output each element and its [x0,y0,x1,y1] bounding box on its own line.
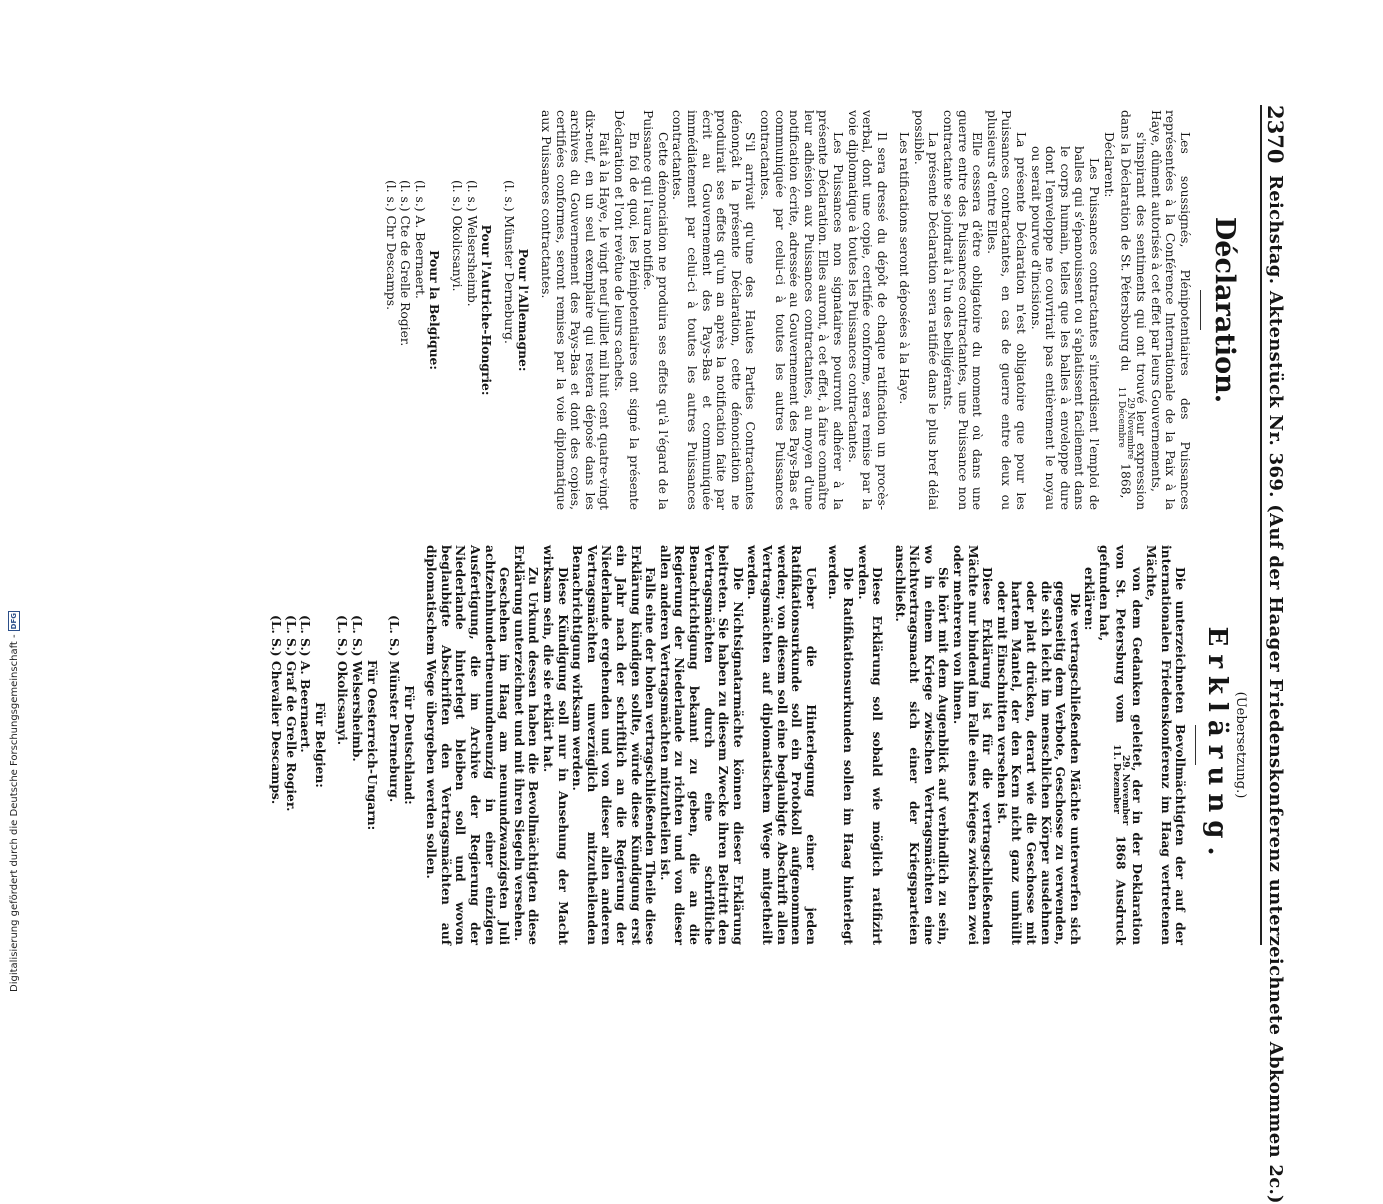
date-top: 29. November [1120,754,1131,826]
translation-note: (Uebersetzung.) [1233,691,1248,799]
french-declarent: Déclarent: [1101,132,1116,198]
signature-line: (L. S.) Chevalier Descamps. [268,615,284,805]
german-paragraph: Falls eine der hohen vertragschließenden Theile diese Erklärung kündigen sollte, würde diese Kündigung erst ein Jahr nach der schriftlich an die Regierung der Niederlande ergehenden und von dieser allen anderen Vertragsmächten unverzüglich mitzutheilenden Benachrichtigung wirksam werden. [570,545,659,945]
french-paragraph: S'il arrivait qu'une des Hautes Parties Contractantes dénonçât la présente Déclaration, cette dénonciation ne produirait ses effets qu'un an après la notification faite par écrit au Gouvernement des Pays-Bas et communiquée immédiatement par celui-ci à toutes les autres Puissances contractantes. [670,110,758,510]
german-column [268,545,1248,946]
signature-line: (l. s.) A. Beernaert. [412,180,427,299]
french-paragraph: Il sera dressé du dépôt de chaque ratification un procès-verbal, dont une copie, certifiée conforme, sera remise par la voie diplomatique à toutes les Puissances contractantes. [845,110,889,510]
signature-line: (l. s.) Chr Descamps. [383,180,398,311]
french-signatures [383,110,530,510]
running-title: Reichstag. Aktenstück Nr. 369. (Auf der Haager Friedenskonferenz unterzeichnete Abkommen 2c.) [1265,175,1286,1204]
french-paragraph: Les ratifications seront déposées à la Haye. [897,132,912,405]
french-date-fraction [1116,375,1134,459]
signature-line: (l. s.) Okolicsanyi. [450,180,465,292]
french-title: Déclaration. [1209,216,1240,404]
footer-credit [8,607,20,992]
french-paragraph: Cette dénonciation ne produira ses effets qu'à l'égard de la Puissance qui l'aura notifiée. [641,110,670,510]
dfg-logo-icon: DFG [10,613,18,630]
french-paragraph: En foi de quoi, les Plénipotentiaires ont signé la présente Déclaration et l'ont revêtue de leurs cachets. [612,110,641,510]
signature-heading: Für Deutschland: [401,685,417,805]
german-paragraph: Sie hört mit dem Augenblick auf verbindlich zu sein, wo in einem Kriege zwischen Vertragsmächten eine Nichtvertragsmacht sich einer der Kriegsparteien anschließt. [892,545,952,945]
french-paragraph: Les Puissances non signataires pourront adhérer à la présente Déclaration. Elles auront, à cet effet, à faire connaître leur adhésion aux Puissances contractantes, au moyen d'une notification écrite, adressée au Gouvernement des Pays-Bas et communiquée par celui-ci à toutes les autres Puissances contractantes. [757,110,845,510]
french-paragraph-text: s'inspirant des sentiments qui ont trouvé leur expression dans la Déclaration de St. Pétersbourg du [1118,110,1149,510]
german-erklaeren: erklären: [1082,567,1098,631]
german-paragraph: Die vertragschließenden Mächte unterwerfen sich gegenseitig dem Verbote, Geschosse zu verwenden, die sich leicht im menschlichen Körper ausdehnen oder platt drücken, derart wie die Geschosse mit hartem Mantel, der den Kern nicht ganz umhüllt oder mit Einschnitten versehen ist. [994,581,1083,945]
signature-line: (l. s.) Welsersheimb. [464,180,479,307]
french-paragraph [1116,110,1149,510]
german-paragraph: Diese Erklärung ist für die vertragschließenden Mächte nur bindend im Falle eines Krieges zwischen zwei oder mehreren von ihnen. [951,545,996,945]
german-paragraph: Diese Erklärung soll sobald wie möglich ratifizirt werden. [855,545,886,945]
signature-line: (L. S.) Welsersheimb. [349,615,365,762]
french-paragraph: La présente Déclaration n'est obligatoire que pour les Puissances contractantes, en cas de guerre entre deux ou plusieurs d'entre Elles. [984,110,1029,510]
german-signatures [268,545,415,945]
page-header [1260,105,1288,1204]
signature-heading: Für Oesterreich-Ungarn: [364,659,380,831]
signature-line: (l. s.) Cte de Grelle Rogier. [398,180,413,347]
signature-heading: Für Belgien: [312,702,328,788]
german-paragraph: Die Nichtsignatarmächte können dieser Erklärung beitreten. Sie haben zu diesem Zwecke ihren Beitritt den Vertragsmächten durch eine schriftliche Benachrichtigung bekannt zu geben, die an die Regierung der Niederlande zu richten und von dieser allen anderen Vertragsmächten mitzutheilen ist. [657,545,746,945]
french-paragraph: Les Puissances contractantes s'interdisent l'emploi de balles qui s'épanouissent ou s'aplatissent facilement dans le corps humain, telles que les balles à enveloppe dure dont l'enveloppe ne couvrirait pas entièrement le noyau ou serait pourvue d'incisions. [1028,146,1102,510]
german-paragraph: Ueber die Hinterlegung einer jeden Ratifikationsurkunde soll ein Protokoll aufgenommen werden; von diesem soll eine beglaubigte Abschrift allen Vertragsmächten auf diplomatischem Wege mitgetheilt werden. [745,545,819,945]
date-bottom: 11 Décembre [1115,386,1126,448]
german-date-rest: 1868 Ausdruck gefunden hat, [1097,545,1129,946]
german-paragraph: Die unterzeichneten Bevollmächtigten der auf der internationalen Friedenskonferenz im Haag vertretenen Mächte, [1144,545,1189,945]
signature-line: (L. S.) Graf de Grelle Rogier. [283,615,299,812]
signature-line: (L. S.) Münster Derneburg. [387,615,403,803]
german-paragraph: Diese Kündigung soll nur in Ansehung der Macht wirksam sein, die sie erklärt hat. [541,545,571,945]
signature-heading: Pour la Belgique: [427,250,443,370]
signature-line: (l. s.) Münster Derneburg. [501,180,516,344]
german-paragraph: Die Ratifikationsurkunden sollen im Haag hinterlegt werden. [826,545,856,945]
german-paragraph: Zu Urkund dessen haben die Bevollmächtigten diese Erklärung unterzeichnet und mit ihren Siegeln versehen. [511,545,542,945]
page-number: 2370 [1263,105,1288,164]
title-rule [1195,725,1196,765]
german-paragraph-text: von dem Gedanken geleitet, der in der Deklaration von St. Petersburg vom [1113,545,1145,945]
german-title: Erklärung. [1202,626,1233,864]
french-paragraph: Elle cessera d'être obligatoire du moment où dans une guerre entre des Puissances contractantes, une Puissance non contractante se joindrait à l'un des belligérants. [941,110,985,510]
german-paragraph [1096,545,1143,945]
french-paragraph: La présente Déclaration sera ratifiée dans le plus bref délai possible. [911,110,941,510]
french-date-year: 1868, [1118,463,1133,499]
signature-heading: Pour l'Allemagne: [516,248,532,372]
signature-heading: Pour l'Autriche-Hongrie: [479,224,495,396]
french-column [383,110,1245,510]
footer-text: Digitalisierung gefördert durch die Deutsche Forschungsgemeinschaft - [9,634,20,992]
french-paragraph: Les soussignés, Plénipotentiaires des Puissances représentées à la Conférence Internationale de la Paix à la Haye, dûment autorisés à cet effet par leurs Gouvernements, [1148,110,1192,510]
date-bottom: 11. Dezember [1111,744,1122,814]
german-date-fraction [1111,733,1129,825]
french-paragraph: Fait à la Haye, le vingt neuf juillet mil huit cent quatre-vingt dix-neuf, en un seul exemplaire qui restera déposé dans les archives du Gouvernement des Pays-Bas et dont des copies, certifiées conformes, seront remises par la voie diplomatique aux Puissances contractantes. [539,110,612,510]
signature-line: (L. S.) Okolicsanyi. [335,615,351,746]
signature-line: (L. S.) A. Beernaert. [298,615,314,753]
title-rule [1200,290,1201,330]
date-top: 29 Novembre [1124,397,1135,460]
german-paragraph: Geschehen im Haag am neunundzwanzigsten Juli achtzehnhundertneunundneunzig in einer einzigen Ausfertigung, die im Archive der Regierung der Niederlande hinterlegt bleiben soll und wovon beglaubigte Abschriften den Vertragsmächten auf diplomatischem Wege übergeben werden sollen. [424,545,513,945]
